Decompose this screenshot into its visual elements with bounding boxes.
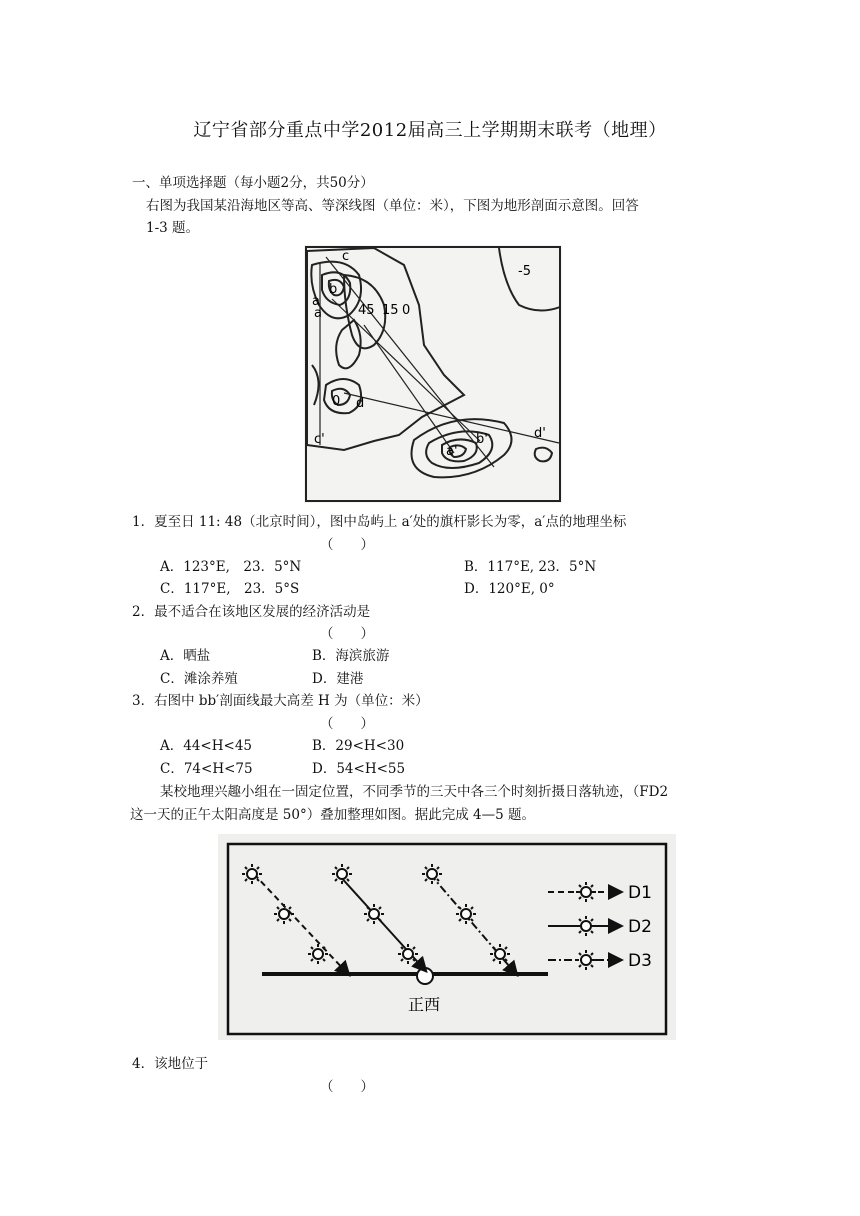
- question-4-stem: 4．该地位于: [132, 1056, 209, 1072]
- answer-paren: （ ）: [320, 1079, 374, 1095]
- option: A．44<H<45: [160, 738, 253, 754]
- map-label: c': [314, 432, 325, 447]
- map-label: b': [476, 432, 488, 447]
- intro-text-line: 这一天的正午太阳高度是 50°）叠加整理如图。据此完成 4—5 题。: [130, 807, 535, 823]
- contour-map-figure: [304, 245, 562, 503]
- intro-text-line: 某校地理兴趣小组在一固定位置，不同季节的三天中各三个时刻折摄日落轨迹，（FD2: [160, 784, 669, 800]
- answer-paren: （ ）: [320, 716, 374, 732]
- map-label: -5: [518, 264, 531, 279]
- question-3-stem: 3．右图中 bb′剖面线最大高差 H 为（单位：米）: [132, 693, 429, 709]
- page-title: 辽宁省部分重点中学2012届高三上学期期末联考（地理）: [193, 120, 667, 141]
- sunset-trajectory-figure: [218, 834, 676, 1040]
- west-label: 正西: [408, 995, 441, 1014]
- question-2-stem: 2．最不适合在该地区发展的经济活动是: [132, 604, 371, 620]
- answer-paren: （ ）: [320, 626, 374, 642]
- intro-text-line: 右图为我国某沿海地区等高、等深线图（单位：米），下图为地形剖面示意图。回答: [146, 198, 639, 214]
- map-label: a: [312, 294, 320, 309]
- option: C．117°E, 23．5°S: [160, 581, 300, 597]
- option: B．29<H<30: [312, 738, 405, 754]
- legend-label: D1: [628, 883, 652, 903]
- option: C．滩涂养殖: [160, 671, 238, 687]
- option: A．123°E, 23．5°N: [160, 559, 302, 575]
- option: B．117°E, 23．5°N: [464, 559, 597, 575]
- question-1-stem: 1．夏至日 11: 48（北京时间），图中岛屿上 a′处的旗杆影长为零，a′点的地理坐标: [132, 514, 627, 530]
- answer-paren: （ ）: [320, 537, 374, 553]
- map-label: b: [329, 282, 338, 297]
- option: A．晒盐: [160, 648, 211, 664]
- map-label: c: [342, 249, 350, 264]
- option: D．120°E, 0°: [464, 581, 555, 597]
- legend-label: D2: [628, 917, 652, 937]
- map-label: a: [314, 306, 322, 321]
- sunset-diagram: [218, 834, 676, 1040]
- option: D．54<H<55: [312, 761, 406, 777]
- section-heading: 一、单项选择题（每小题2分，共50分）: [132, 175, 374, 191]
- option: C．74<H<75: [160, 761, 253, 777]
- map-label: 0: [332, 394, 341, 409]
- legend-label: D3: [628, 951, 652, 971]
- contour-map: [304, 245, 562, 503]
- map-label: 0: [402, 303, 411, 318]
- option: B．海滨旅游: [312, 648, 390, 664]
- map-label: 45: [358, 303, 375, 318]
- intro-text-line: 1-3 题。: [146, 220, 200, 236]
- option: D．建港: [312, 671, 364, 687]
- map-label: d': [534, 426, 546, 441]
- map-label: a': [446, 444, 458, 459]
- map-label: d: [356, 396, 365, 411]
- map-label: 15: [382, 303, 399, 318]
